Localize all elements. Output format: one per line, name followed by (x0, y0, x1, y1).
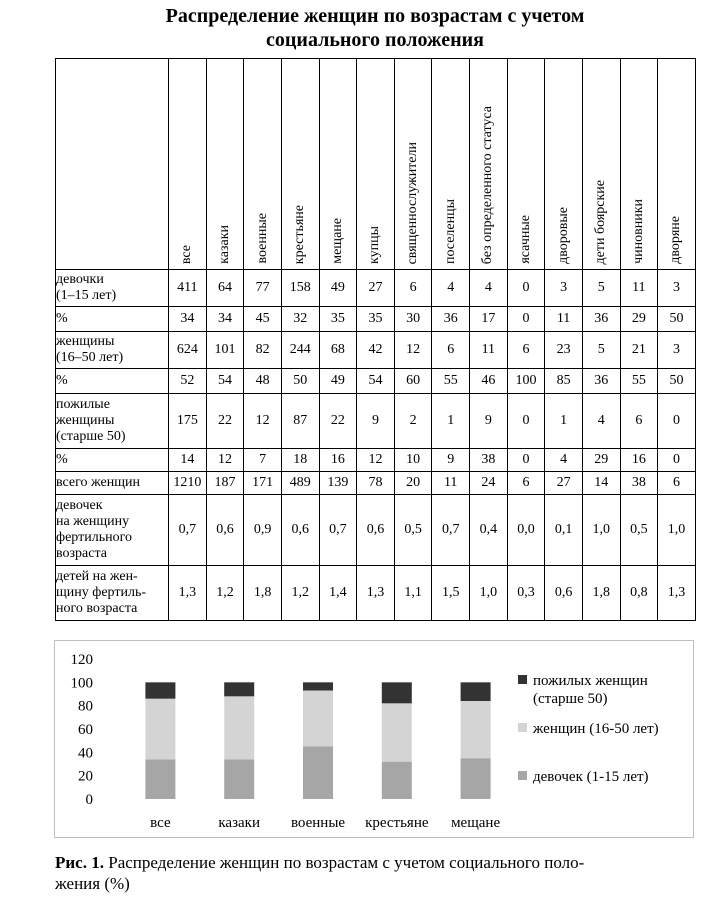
table-cell: 624 (169, 332, 207, 369)
y-tick-label: 100 (70, 675, 93, 692)
table-cell: 54 (357, 369, 395, 394)
table-cell: 4 (582, 394, 620, 449)
table-cell: 11 (470, 332, 508, 369)
table-cell: 0,7 (169, 495, 207, 566)
table-cell: 1,2 (206, 566, 244, 621)
row-label (56, 270, 169, 307)
table-cell: 2 (394, 394, 432, 449)
col-header: священнослужители (394, 59, 432, 270)
table-cell: 45 (244, 307, 282, 332)
table-cell: 3 (545, 270, 583, 307)
row-label-line: детей на жен- (56, 569, 138, 584)
col-header: крестьяне (281, 59, 319, 270)
table-row (56, 369, 696, 394)
table-cell: 35 (319, 307, 357, 332)
y-tick-label: 0 (85, 792, 93, 808)
table-cell: 4 (545, 449, 583, 472)
distribution-table (55, 58, 696, 621)
bar-segment (382, 682, 412, 703)
caption-line-1: Распределение женщин по возрастам с учетом социального поло- (108, 853, 585, 872)
x-tick-label: мещане (451, 815, 501, 831)
table-cell: 6 (620, 394, 658, 449)
col-header: мещане (319, 59, 357, 270)
table-cell: 1,3 (357, 566, 395, 621)
bar-segment (461, 682, 491, 701)
table-row (56, 307, 696, 332)
row-label-line: девочек (56, 498, 103, 513)
table-cell: 38 (470, 449, 508, 472)
table-cell: 0 (507, 307, 545, 332)
y-tick-label: 20 (78, 768, 93, 785)
table-cell: 87 (281, 394, 319, 449)
table-cell: 0 (507, 270, 545, 307)
table-cell: 1 (432, 394, 470, 449)
table-cell: 3 (658, 270, 696, 307)
table-cell: 21 (620, 332, 658, 369)
bar-segment (224, 696, 254, 759)
table-cell: 30 (394, 307, 432, 332)
x-tick-label: все (150, 815, 171, 831)
col-header: дети боярские (582, 59, 620, 270)
row-label (56, 566, 169, 621)
col-header: все (169, 59, 207, 270)
table-cell: 24 (470, 472, 508, 495)
legend-swatch (518, 675, 527, 684)
bar-segment (224, 759, 254, 799)
table-cell: 50 (281, 369, 319, 394)
table-cell: 12 (357, 449, 395, 472)
row-label-line: щину фертиль- (56, 585, 147, 600)
table-cell: 0,3 (507, 566, 545, 621)
table-row (56, 270, 696, 307)
table-cell: 11 (620, 270, 658, 307)
row-label-line: % (56, 311, 68, 326)
table-cell: 9 (357, 394, 395, 449)
table-cell: 35 (357, 307, 395, 332)
table-cell: 4 (470, 270, 508, 307)
figure-caption (55, 852, 695, 894)
table-cell: 50 (658, 307, 696, 332)
bar-segment (461, 701, 491, 758)
row-label-line: ного возраста (56, 601, 138, 616)
table-cell: 171 (244, 472, 282, 495)
bar-segment (382, 703, 412, 761)
table-cell: 0,9 (244, 495, 282, 566)
table-cell: 1,2 (281, 566, 319, 621)
row-label-line: % (56, 373, 68, 388)
table-cell: 1,4 (319, 566, 357, 621)
table-row (56, 495, 696, 566)
x-tick-label: военные (290, 815, 346, 831)
table-cell: 10 (394, 449, 432, 472)
table-row (56, 449, 696, 472)
table-cell: 0,1 (545, 495, 583, 566)
table-cell: 50 (658, 369, 696, 394)
row-label-line: всего женщин (56, 475, 140, 490)
row-label-line: фертильного (56, 530, 132, 545)
table-cell: 3 (658, 332, 696, 369)
row-label-line: возраста (56, 546, 107, 561)
chart-svg (55, 641, 695, 839)
table-cell: 27 (357, 270, 395, 307)
caption-label: Рис. 1. (55, 853, 104, 872)
legend-swatch (518, 771, 527, 780)
legend-swatch (518, 723, 527, 732)
table-cell: 22 (319, 394, 357, 449)
table-cell: 11 (432, 472, 470, 495)
table-cell: 20 (394, 472, 432, 495)
table-cell: 187 (206, 472, 244, 495)
table-cell: 0,6 (357, 495, 395, 566)
col-header: поселенцы (432, 59, 470, 270)
table-cell: 1,0 (582, 495, 620, 566)
col-header: без определенного статуса (470, 59, 508, 270)
table-cell: 158 (281, 270, 319, 307)
bar-segment (461, 758, 491, 799)
table-cell: 12 (206, 449, 244, 472)
table-cell: 38 (620, 472, 658, 495)
row-label-line: (старше 50) (56, 429, 126, 444)
bar-segment (145, 699, 175, 760)
table-row (56, 472, 696, 495)
bar-segment (145, 759, 175, 799)
table-cell: 0,7 (319, 495, 357, 566)
table-cell: 1,8 (244, 566, 282, 621)
table-cell: 0,7 (432, 495, 470, 566)
table-cell: 0,8 (620, 566, 658, 621)
table-cell: 55 (620, 369, 658, 394)
table-cell: 1,0 (470, 566, 508, 621)
table-cell: 14 (582, 472, 620, 495)
bar-segment (303, 682, 333, 690)
table-cell: 54 (206, 369, 244, 394)
row-label-line: на женщину (56, 514, 130, 529)
table-cell: 17 (470, 307, 508, 332)
page-title (0, 4, 728, 52)
row-label (56, 394, 169, 449)
table-cell: 0 (507, 394, 545, 449)
table-cell: 49 (319, 270, 357, 307)
table-cell: 46 (470, 369, 508, 394)
table-cell: 16 (319, 449, 357, 472)
table-cell: 85 (545, 369, 583, 394)
table-cell: 6 (432, 332, 470, 369)
table-cell: 22 (206, 394, 244, 449)
table-cell: 139 (319, 472, 357, 495)
row-label-line: женщины (56, 413, 115, 428)
legend-label: (старше 50) (533, 691, 608, 707)
table-cell: 9 (432, 449, 470, 472)
col-header: купцы (357, 59, 395, 270)
table-cell: 5 (582, 332, 620, 369)
table-cell: 78 (357, 472, 395, 495)
row-label (56, 495, 169, 566)
row-label-line: (16–50 лет) (56, 350, 124, 365)
table-cell: 0,6 (281, 495, 319, 566)
row-label-line: пожилые (56, 397, 110, 412)
legend-label: женщин (16-50 лет) (533, 721, 659, 737)
table-cell: 6 (394, 270, 432, 307)
col-header: дворяне (658, 59, 696, 270)
table-cell: 1,1 (394, 566, 432, 621)
row-label (56, 449, 169, 472)
x-tick-label: казаки (218, 815, 261, 831)
y-tick-label: 80 (78, 698, 93, 715)
x-tick-label: крестьяне (365, 815, 429, 831)
table-cell: 6 (507, 332, 545, 369)
table-cell: 32 (281, 307, 319, 332)
table-cell: 34 (206, 307, 244, 332)
table-cell: 5 (582, 270, 620, 307)
table-cell: 0 (658, 394, 696, 449)
col-header: ясачные (507, 59, 545, 270)
table-cell: 52 (169, 369, 207, 394)
table-cell: 0,4 (470, 495, 508, 566)
table-cell: 0,6 (206, 495, 244, 566)
title-line-1: Распределение женщин по возрастам с учетом (165, 5, 585, 27)
table-cell: 1,3 (658, 566, 696, 621)
table-cell: 12 (244, 394, 282, 449)
table-cell: 9 (470, 394, 508, 449)
table-cell: 36 (582, 369, 620, 394)
y-tick-label: 60 (78, 722, 93, 738)
bar-segment (303, 747, 333, 800)
col-header: чиновники (620, 59, 658, 270)
caption-line-2: жения (%) (55, 874, 130, 893)
title-line-2: социального положения (266, 29, 484, 51)
table-cell: 101 (206, 332, 244, 369)
table-cell: 244 (281, 332, 319, 369)
table-row (56, 332, 696, 369)
table-body (56, 270, 696, 621)
table-cell: 0 (658, 449, 696, 472)
row-label (56, 307, 169, 332)
y-tick-label: 40 (78, 745, 93, 762)
legend-label: девочек (1-15 лет) (533, 769, 649, 785)
table-cell: 489 (281, 472, 319, 495)
row-label (56, 369, 169, 394)
table-cell: 1210 (169, 472, 207, 495)
bar-segment (382, 762, 412, 799)
table-cell: 14 (169, 449, 207, 472)
table-cell: 29 (582, 449, 620, 472)
table-cell: 7 (244, 449, 282, 472)
table-cell: 34 (169, 307, 207, 332)
table-cell: 18 (281, 449, 319, 472)
stacked-bar-chart (54, 640, 694, 838)
table-cell: 55 (432, 369, 470, 394)
bar-segment (224, 682, 254, 696)
bar-segment (145, 682, 175, 698)
row-label-line: женщины (56, 334, 115, 349)
table-cell: 175 (169, 394, 207, 449)
col-header: дворовые (545, 59, 583, 270)
table-cell: 11 (545, 307, 583, 332)
table-cell: 48 (244, 369, 282, 394)
table-header-row (56, 59, 696, 270)
corner-cell (56, 59, 169, 270)
table-cell: 0 (507, 449, 545, 472)
table-cell: 0,6 (545, 566, 583, 621)
y-tick-label: 120 (70, 652, 93, 668)
table-cell: 60 (394, 369, 432, 394)
table-cell: 82 (244, 332, 282, 369)
table-cell: 27 (545, 472, 583, 495)
legend-label: пожилых женщин (533, 673, 648, 689)
col-header: казаки (206, 59, 244, 270)
bar-segment (303, 691, 333, 747)
table-cell: 12 (394, 332, 432, 369)
table-cell: 77 (244, 270, 282, 307)
table-cell: 23 (545, 332, 583, 369)
table-cell: 16 (620, 449, 658, 472)
table-cell: 411 (169, 270, 207, 307)
table-cell: 100 (507, 369, 545, 394)
table-cell: 1,3 (169, 566, 207, 621)
table-cell: 68 (319, 332, 357, 369)
row-label (56, 472, 169, 495)
row-label (56, 332, 169, 369)
table-cell: 1,5 (432, 566, 470, 621)
table-cell: 6 (658, 472, 696, 495)
row-label-line: (1–15 лет) (56, 288, 117, 303)
table-cell: 6 (507, 472, 545, 495)
row-label-line: девочки (56, 272, 104, 287)
table-cell: 0,0 (507, 495, 545, 566)
table-row (56, 566, 696, 621)
table-cell: 1 (545, 394, 583, 449)
table-cell: 36 (432, 307, 470, 332)
table-cell: 1,8 (582, 566, 620, 621)
table-cell: 0,5 (620, 495, 658, 566)
table-cell: 42 (357, 332, 395, 369)
table-cell: 29 (620, 307, 658, 332)
table-row (56, 394, 696, 449)
table-cell: 0,5 (394, 495, 432, 566)
table-cell: 36 (582, 307, 620, 332)
table-cell: 49 (319, 369, 357, 394)
row-label-line: % (56, 452, 68, 467)
col-header: военные (244, 59, 282, 270)
table-cell: 4 (432, 270, 470, 307)
table-cell: 64 (206, 270, 244, 307)
table-cell: 1,0 (658, 495, 696, 566)
